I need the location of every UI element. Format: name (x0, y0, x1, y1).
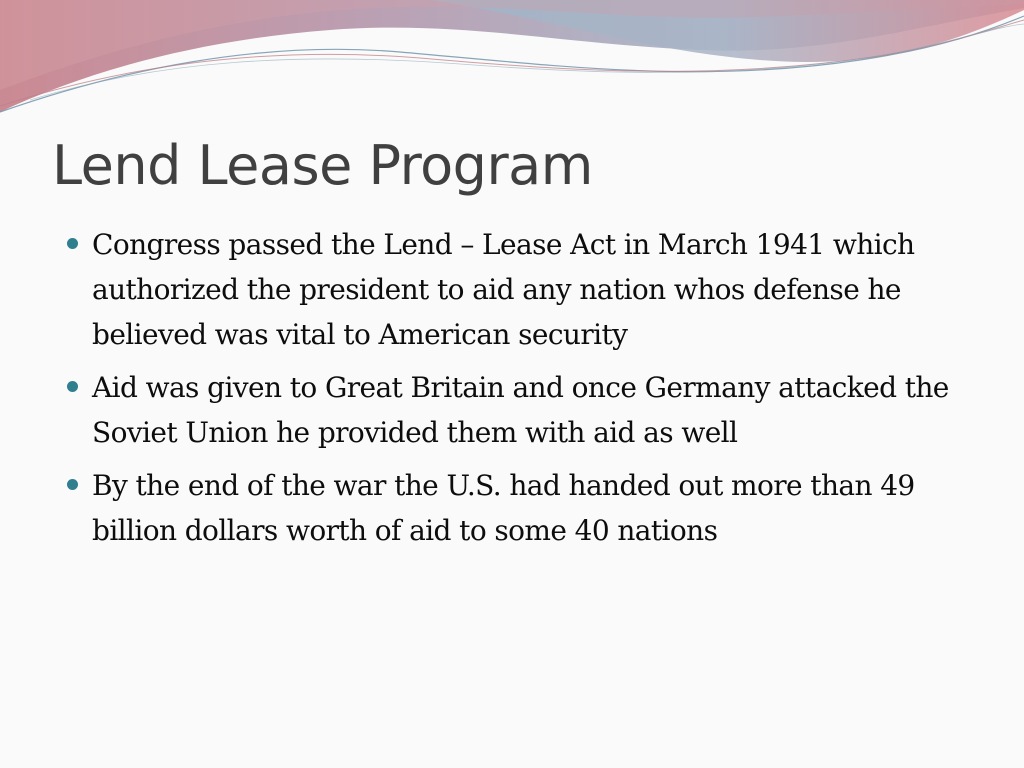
header-wave-decoration (0, 0, 1024, 120)
bullet-text: Congress passed the Lend – Lease Act in March 1941 which authorized the president to aid any nation whos defense he believed was vital to American security (92, 228, 915, 351)
bullet-dot-icon (67, 479, 78, 490)
bullet-dot-icon (67, 381, 78, 392)
bullet-item (64, 365, 984, 455)
bullet-text: Aid was given to Great Britain and once Germany attacked the Soviet Union he provided them with aid as well (92, 371, 949, 449)
bullet-item (64, 222, 984, 357)
bullet-dot-icon (67, 238, 78, 249)
bullet-item (64, 463, 984, 553)
bullet-text: By the end of the war the U.S. had handed out more than 49 billion dollars worth of aid to some 40 nations (92, 469, 915, 547)
slide-title: Lend Lease Program (52, 134, 593, 197)
bullet-list (64, 222, 984, 561)
